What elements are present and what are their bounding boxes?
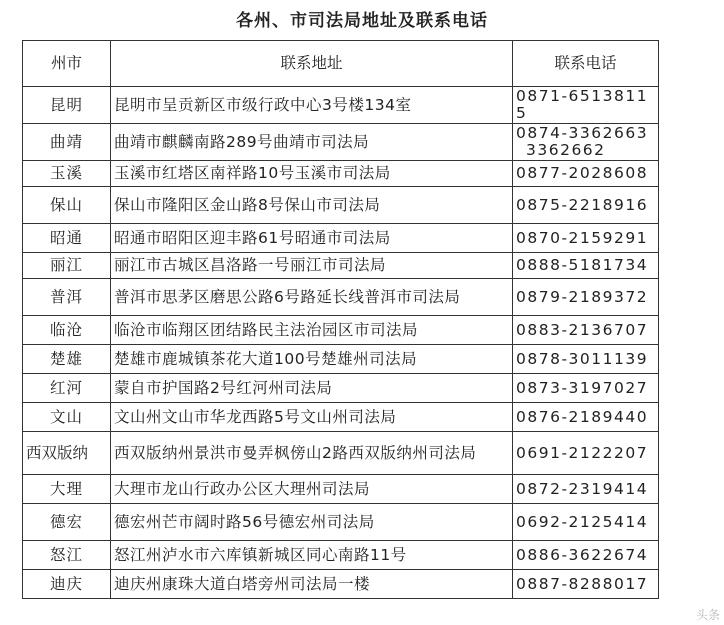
phone-cell xyxy=(513,374,659,403)
table-row xyxy=(23,124,659,161)
phone-number: 0887-8288017 xyxy=(516,574,649,593)
phone-number: 0691-2122207 xyxy=(516,443,649,462)
phone-number: 0879-2189372 xyxy=(516,287,649,306)
phone-cell xyxy=(513,124,659,161)
table-row xyxy=(23,403,659,432)
address-cell: 临沧市临翔区团结路民主法治园区市司法局 xyxy=(111,316,513,345)
table-row xyxy=(23,504,659,541)
table-row xyxy=(23,475,659,504)
table-row xyxy=(23,345,659,374)
phone-number: 0875-2218916 xyxy=(516,195,649,214)
address-cell: 蒙自市护国路2号红河州司法局 xyxy=(111,374,513,403)
address-cell: 曲靖市麒麟南路289号曲靖市司法局 xyxy=(111,124,513,161)
city-cell: 保山 xyxy=(23,187,111,224)
phone-number: 0874-3362663 xyxy=(516,124,649,142)
phone-number: 0888-5181734 xyxy=(516,256,649,274)
table-body xyxy=(23,87,659,599)
city-cell: 临沧 xyxy=(23,316,111,345)
phone-cell xyxy=(513,504,659,541)
phone-cell xyxy=(513,541,659,570)
city-cell: 红河 xyxy=(23,374,111,403)
table-row xyxy=(23,253,659,279)
address-cell: 文山州文山市华龙西路5号文山州司法局 xyxy=(111,403,513,432)
table-row xyxy=(23,570,659,599)
table-row xyxy=(23,316,659,345)
phone-cell xyxy=(513,279,659,316)
watermark: 头条 xyxy=(695,608,720,622)
phone-cell xyxy=(513,570,659,599)
address-cell: 楚雄市鹿城镇茶花大道100号楚雄州司法局 xyxy=(111,345,513,374)
phone-number: 0877-2028608 xyxy=(516,164,649,182)
phone-cell xyxy=(513,403,659,432)
phone-cell xyxy=(513,432,659,475)
phone-cell xyxy=(513,87,659,124)
phone-number: 3362662 xyxy=(526,141,606,159)
address-cell: 昭通市昭阳区迎丰路61号昭通市司法局 xyxy=(111,224,513,253)
table-row xyxy=(23,187,659,224)
phone-number: 0872-2319414 xyxy=(516,479,649,498)
phone-cell xyxy=(513,345,659,374)
address-cell: 玉溪市红塔区南祥路10号玉溪市司法局 xyxy=(111,161,513,187)
city-cell: 文山 xyxy=(23,403,111,432)
city-cell: 西双版纳 xyxy=(23,432,111,475)
phone-cell xyxy=(513,161,659,187)
table-row xyxy=(23,161,659,187)
address-cell: 普洱市思茅区磨思公路6号路延长线普洱市司法局 xyxy=(111,279,513,316)
address-cell: 丽江市古城区昌洛路一号丽江市司法局 xyxy=(111,253,513,279)
phone-number: 5 xyxy=(516,104,528,122)
table-row xyxy=(23,224,659,253)
page-title: 各州、市司法局地址及联系电话 xyxy=(236,11,488,31)
city-cell: 大理 xyxy=(23,475,111,504)
city-cell: 昆明 xyxy=(23,87,111,124)
phone-cell xyxy=(513,187,659,224)
city-cell: 普洱 xyxy=(23,279,111,316)
contacts-table xyxy=(22,40,659,599)
address-cell: 西双版纳州景洪市曼弄枫傍山2路西双版纳州司法局 xyxy=(111,432,513,475)
address-cell: 怒江州泸水市六库镇新城区同心南路11号 xyxy=(111,541,513,570)
phone-number: 0886-3622674 xyxy=(516,545,649,564)
phone-cell xyxy=(513,224,659,253)
table-row xyxy=(23,87,659,124)
phone-number: 0876-2189440 xyxy=(516,407,649,426)
header-address: 联系地址 xyxy=(111,41,513,87)
table-header-row xyxy=(23,41,659,87)
city-cell: 丽江 xyxy=(23,253,111,279)
table-row xyxy=(23,541,659,570)
address-cell: 保山市隆阳区金山路8号保山市司法局 xyxy=(111,187,513,224)
phone-number: 0870-2159291 xyxy=(516,228,649,247)
phone-number: 0878-3011139 xyxy=(516,349,649,368)
phone-number: 0873-3197027 xyxy=(516,378,649,397)
address-cell: 迪庆州康珠大道白塔旁州司法局一楼 xyxy=(111,570,513,599)
table-row xyxy=(23,374,659,403)
address-cell: 昆明市呈贡新区市级行政中心3号楼134室 xyxy=(111,87,513,124)
address-cell: 大理市龙山行政办公区大理州司法局 xyxy=(111,475,513,504)
header-phone: 联系电话 xyxy=(513,41,659,87)
phone-number: 0871-6513811 xyxy=(516,87,649,105)
city-cell: 玉溪 xyxy=(23,161,111,187)
header-city: 州市 xyxy=(23,41,111,87)
phone-number: 0883-2136707 xyxy=(516,320,649,339)
city-cell: 楚雄 xyxy=(23,345,111,374)
city-cell: 怒江 xyxy=(23,541,111,570)
table-row xyxy=(23,432,659,475)
city-cell: 迪庆 xyxy=(23,570,111,599)
address-cell: 德宏州芒市阔时路56号德宏州司法局 xyxy=(111,504,513,541)
city-cell: 德宏 xyxy=(23,504,111,541)
city-cell: 曲靖 xyxy=(23,124,111,161)
table-row xyxy=(23,279,659,316)
phone-cell xyxy=(513,316,659,345)
phone-cell xyxy=(513,475,659,504)
phone-number: 0692-2125414 xyxy=(516,512,649,531)
city-cell: 昭通 xyxy=(23,224,111,253)
phone-cell xyxy=(513,253,659,279)
